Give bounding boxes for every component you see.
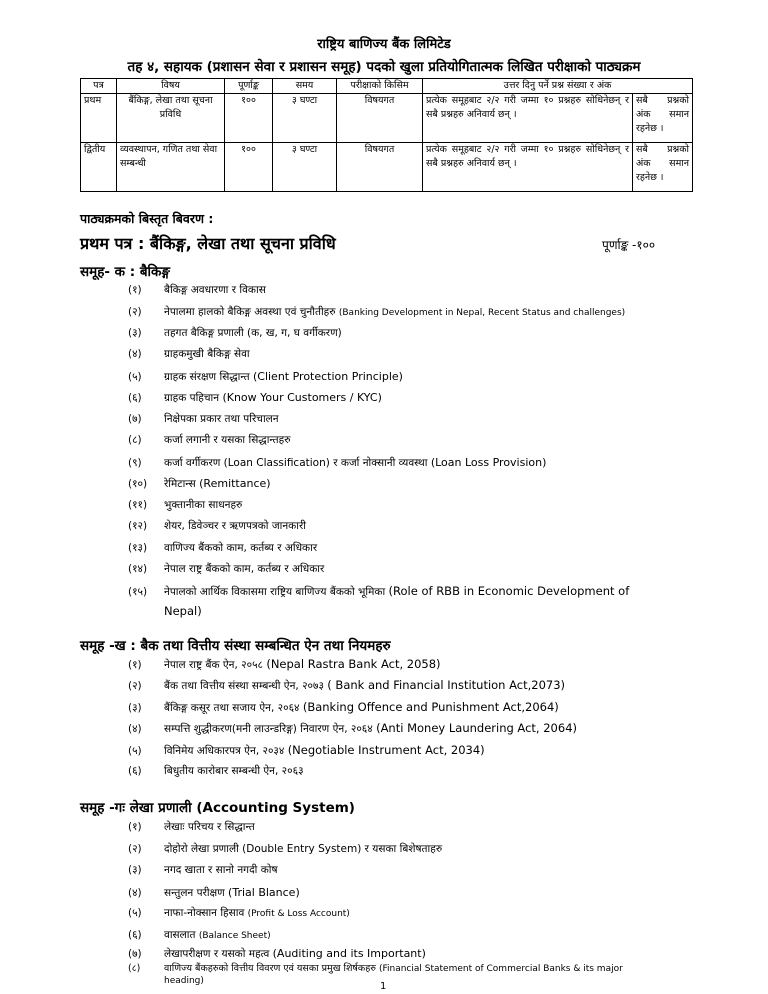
list-item (128, 740, 708, 762)
item-english-text: (Know Your Customers / KYC) (222, 391, 382, 404)
header-subject: विषय (117, 79, 225, 94)
item-english-text: (Trial Blance) (228, 886, 300, 899)
list-item (128, 452, 708, 474)
list-item (128, 925, 708, 947)
item-continuation: heading) (164, 976, 204, 986)
cell-questions: प्रत्येक समूहबाट २/२ गरी जम्मा १० प्रश्नहरु सोधिनेछन् र सबै प्रश्नहरु अनिवार्य छन् । (423, 143, 633, 192)
item-text: तहगत बैकिङ्ग प्रणाली (क, ख, ग, घ वर्गीकरण) (164, 327, 342, 339)
list-item (128, 675, 708, 697)
cell-subject: बैंकिङ्ग, लेखा तथा सूचना प्रविधि (117, 94, 225, 143)
item-english-text: (Balance Sheet) (198, 931, 271, 941)
cell-paper: प्रथम (81, 94, 117, 143)
list-item (128, 538, 708, 559)
item-text: लेखापरीक्षण र यसको महत्व (164, 948, 270, 960)
item-english-text: (Nepal Rastra Bank Act, 2058) (266, 657, 441, 671)
item-text: नगद खाता र सानो नगदी कोष (164, 864, 278, 876)
list-item (128, 302, 708, 324)
item-english-text: (Banking Development in Nepal, Recent Status and challenges) (338, 308, 626, 318)
list-item (128, 366, 708, 388)
table-row (81, 94, 693, 143)
header-paper: पत्र (81, 79, 117, 94)
item-english-text: (Banking Offence and Punishment Act,2064) (302, 700, 559, 714)
item-text: सन्तुलन परीक्षण (164, 887, 225, 899)
item-number: (३) (128, 702, 142, 714)
cell-marks: १०० (225, 143, 273, 192)
header-exam-type: परीक्षाको किसिम (337, 79, 423, 94)
cell-question-marks: सबै प्रश्नको अंक समान रहनेछ । (633, 94, 693, 143)
item-number: (३) (128, 864, 142, 876)
item-number: (२) (128, 680, 142, 692)
item-english-text: (Remittance) (199, 477, 271, 490)
list-item (128, 473, 708, 495)
item-number: (५) (128, 745, 142, 757)
item-text: नेपाल राष्ट्र बैंक ऐन, २०५८ (164, 659, 263, 671)
syllabus-title: तह ४, सहायक (प्रशासन सेवा र प्रशासन समूह) पदको खुला प्रतियोगितात्मक लिखित परीक्षाको पाठ्यक्रम (127, 59, 641, 75)
item-text: शेयर, डिवेञ्चर र ऋणपत्रको जानकारी (164, 520, 306, 532)
item-number: (३) (128, 327, 142, 339)
list-item (128, 903, 708, 925)
item-text: लेखाः परिचय र सिद्धान्त (164, 821, 255, 833)
item-english-text: (Client Protection Principle) (252, 370, 403, 383)
group-ga-heading: समूह -गः लेखा प्रणाली (Accounting System) (80, 800, 355, 816)
exam-overview-table (80, 78, 693, 192)
item-number: (८) (128, 434, 142, 446)
item-text: सम्पत्ति शुद्धीकरण(मनी लाउन्डरिङ्ग) निवारण ऐन, २०६४ (164, 723, 373, 735)
header-questions: उत्तर दिनु पर्ने प्रश्न संख्या र अंक (423, 79, 693, 94)
header-time: समय (273, 79, 337, 94)
item-text: विनिमेय अधिकारपत्र ऐन, २०३४ (164, 745, 285, 757)
list-item (128, 817, 708, 838)
list-item (128, 559, 708, 580)
item-text: कर्जा लगानी र यसका सिद्धान्तहरु (164, 434, 291, 446)
group-kha-heading: समूह -ख : बैक तथा वित्तीय संस्था सम्बन्धित ऐन तथा नियमहरु (80, 638, 391, 654)
cell-questions: प्रत्येक समूहबाट २/२ गरी जम्मा १० प्रश्नहरु सोधिनेछन् र सबै प्रश्नहरु अनिवार्य छन् । (423, 94, 633, 143)
item-number: (८) (128, 963, 141, 974)
cell-paper: द्वितीय (81, 143, 117, 192)
item-number: (१) (128, 659, 142, 671)
paper-one-title: प्रथम पत्र : बैंकिङ्ग, लेखा तथा सूचना प्रविधि (80, 234, 336, 253)
item-number: (६) (128, 929, 142, 941)
item-text: वाणिज्य बैंकको काम, कर्तब्य र अधिकार (164, 542, 318, 554)
item-number: (७) (128, 413, 142, 425)
item-number: (१) (128, 284, 142, 296)
item-number: (४) (128, 348, 142, 360)
item-number: (९) (128, 457, 142, 469)
list-item (128, 495, 708, 516)
list-item (128, 697, 708, 719)
list-item (128, 409, 708, 430)
table-row (81, 143, 693, 192)
item-number: (१२) (128, 520, 148, 532)
item-number: (७) (128, 948, 142, 960)
cell-subject: व्यवस्थापन, गणित तथा सेवा सम्बन्धी (117, 143, 225, 192)
item-text: वासलात (164, 929, 196, 941)
list-item (128, 323, 708, 344)
item-text: ग्राहक पहिचान (164, 392, 220, 404)
item-number: (४) (128, 887, 142, 899)
list-item (128, 654, 708, 676)
list-item (128, 839, 708, 860)
item-english-text: (Negotiable Instrument Act, 2034) (287, 743, 485, 757)
organization-title: राष्ट्रिय बाणिज्य बैंक लिमिटेड (317, 37, 451, 52)
full-marks: पूर्णाङ्क -१०० (602, 238, 656, 252)
item-number: (१०) (128, 478, 148, 490)
item-text: नाफा-नोक्सान हिसाव (164, 907, 245, 919)
list-item (128, 718, 708, 740)
item-number: (६) (128, 765, 142, 777)
item-text: नेपालको आर्थिक विकासमा राष्ट्रिय बाणिज्य बैंकको भूमिका (164, 586, 386, 598)
item-text: निक्षेपका प्रकार तथा परिचालन (164, 413, 279, 425)
list-item (128, 946, 708, 962)
item-english-text: (Loan Loss Provision) (430, 456, 547, 469)
cell-time: ३ घण्टा (273, 143, 337, 192)
item-number: (५) (128, 907, 142, 919)
item-english-text: (Auditing and its Important) (272, 947, 426, 960)
item-number: (५) (128, 371, 142, 383)
cell-marks: १०० (225, 94, 273, 143)
cell-exam-type: विषयगत (337, 94, 423, 143)
item-text: रेमिटान्स (164, 478, 196, 490)
list-item (128, 280, 708, 301)
list-item (128, 516, 708, 537)
list-item (128, 761, 708, 782)
group-ka-heading: समूह- क : बैकिङ्ग (80, 264, 170, 280)
item-number: (२) (128, 843, 142, 855)
detailed-syllabus-heading: पाठ्यक्रमको बिस्तृत बिवरण : (80, 211, 214, 226)
list-item (128, 430, 708, 451)
table-header-row (81, 79, 693, 94)
list-item (128, 962, 708, 976)
item-number: (११) (128, 499, 148, 511)
item-text: नेपालमा हालको बैकिङ्ग अवस्था एवं चुनौतीहरु (164, 306, 336, 318)
item-english-text: (Role of RBB in Economic Development of (388, 584, 630, 598)
list-item (128, 344, 708, 365)
list-item (128, 581, 708, 603)
item-text: कर्जा वर्गीकरण (Loan Classification) र कर्जा नोक्सानी व्यवस्था (164, 457, 428, 469)
item-english-text: (Anti Money Laundering Act, 2064) (376, 721, 577, 735)
item-continuation: Nepal) (164, 604, 202, 618)
header-marks: पूर्णाङ्क (225, 79, 273, 94)
item-number: (१) (128, 821, 142, 833)
item-text: बैंकिङ्ग कसूर तथा सजाय ऐन, २०६४ (164, 702, 300, 714)
item-english-text: (Financial Statement of Commercial Banks & its major (378, 964, 623, 974)
item-number: (१४) (128, 563, 148, 575)
item-text: वाणिज्य बैंकहरुको वित्तीय विवरण एवं यसका प्रमुख शिर्षकहरु (164, 963, 376, 974)
item-english-text: ( Bank and Financial Institution Act,2073) (327, 678, 566, 692)
item-text: बिधुतीय कारोबार सम्बन्धी ऐन, २०६३ (164, 765, 304, 777)
list-item (128, 387, 708, 409)
item-number: (६) (128, 392, 142, 404)
item-english-text: (Profit & Loss Account) (247, 909, 350, 919)
cell-exam-type: विषयगत (337, 143, 423, 192)
item-number: (२) (128, 306, 142, 318)
list-item (128, 860, 708, 881)
item-number: (१५) (128, 586, 148, 598)
item-number: (४) (128, 723, 142, 735)
page-number: 1 (380, 981, 387, 992)
item-text: दोहोरो लेखा प्रणाली (Double Entry System) र यसका बिशेषताहरु (164, 843, 443, 855)
item-text: बैंक तथा वित्तीय संस्था सम्बन्धी ऐन, २०७३ (164, 680, 324, 692)
item-text: ग्राहक संरक्षण सिद्धान्त (164, 371, 250, 383)
list-item (128, 882, 708, 904)
cell-question-marks: सबै प्रश्नको अंक समान रहनेछ । (633, 143, 693, 192)
item-text: बैकिङ्ग अवधारणा र विकास (164, 284, 266, 296)
item-text: नेपाल राष्ट्र बैंकको काम, कर्तब्य र अधिकार (164, 563, 325, 575)
item-number: (१३) (128, 542, 148, 554)
item-text: ग्राहकमुखी बैकिङ्ग सेवा (164, 348, 250, 360)
cell-time: ३ घण्टा (273, 94, 337, 143)
item-text: भुक्तानीका साधनहरु (164, 499, 243, 511)
